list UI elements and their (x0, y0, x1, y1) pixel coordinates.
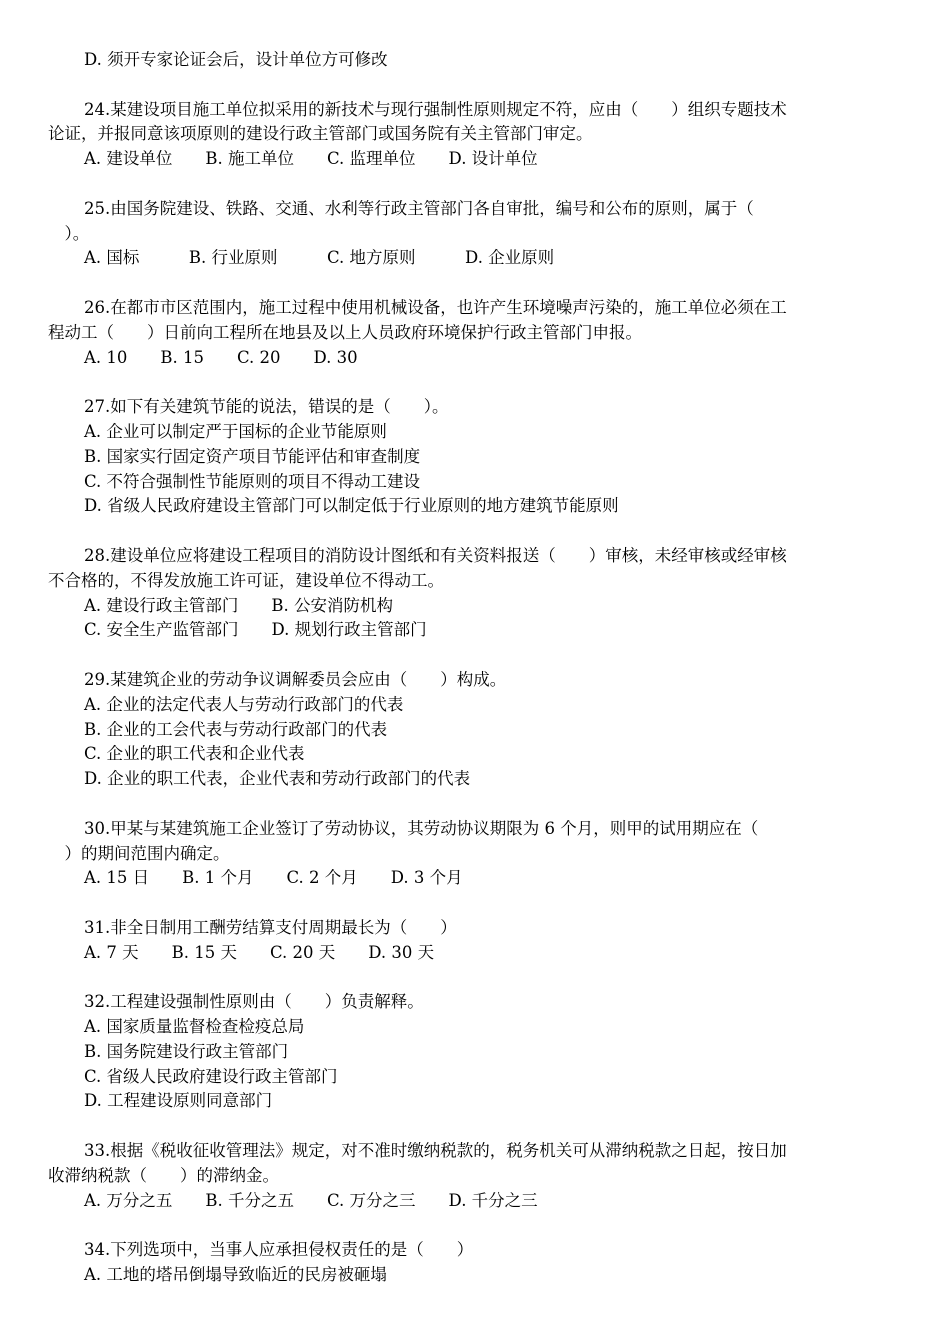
answer-option: D. 工程建设原则同意部门 (84, 1091, 273, 1111)
answer-option: B. 国务院建设行政主管部门 (84, 1041, 289, 1061)
answer-option: A. 企业的法定代表人与劳动行政部门的代表 (84, 694, 404, 714)
answer-option: C. 安全生产监管部门 D. 规划行政主管部门 (84, 620, 427, 640)
answer-option: C. 省级人民政府建设行政主管部门 (84, 1066, 338, 1086)
question-block (48, 197, 908, 271)
answer-option: A. 万分之五 B. 千分之五 C. 万分之三 D. 千分之三 (84, 1190, 538, 1210)
document-body (48, 48, 908, 1288)
question-stem: 27.如下有关建筑节能的说法，错误的是（ ）。 (84, 397, 449, 417)
question-continuation: 程动工（ ）日前向工程所在地县及以上人员政府环境保护行政主管部门申报。 (48, 322, 642, 342)
question-block (48, 1139, 908, 1213)
answer-option: A. 国家质量监督检查检疫总局 (84, 1017, 305, 1037)
question-block (48, 668, 908, 792)
question-continuation: 收滞纳税款（ ）的滞纳金。 (48, 1165, 279, 1185)
question-stem: 30.甲某与某建筑施工企业签订了劳动协议，其劳动协议期限为 6 个月，则甲的试用期应在（ (84, 818, 759, 838)
question-stem: 28.建设单位应将建设工程项目的消防设计图纸和有关资料报送（ ）审核，未经审核或经审核 (84, 545, 787, 565)
answer-option: A. 建设单位 B. 施工单位 C. 监理单位 D. 设计单位 (84, 149, 538, 169)
answer-option: A. 建设行政主管部门 B. 公安消防机构 (84, 595, 394, 615)
answer-option: A. 工地的塔吊倒塌导致临近的民房被砸塌 (84, 1265, 387, 1285)
answer-option: B. 企业的工会代表与劳动行政部门的代表 (84, 719, 388, 739)
question-block (48, 1238, 908, 1288)
question-continuation: ）。 (48, 223, 90, 243)
question-block (48, 817, 908, 891)
question-stem: 26.在都市市区范围内，施工过程中使用机械设备，也许产生环境噪声污染的，施工单位必须在工 (84, 297, 787, 317)
question-continuation: 不合格的，不得发放施工许可证，建设单位不得动工。 (48, 570, 444, 590)
answer-option: A. 7 天 B. 15 天 C. 20 天 D. 30 天 (84, 942, 435, 962)
question-continuation: 论证，并报同意该项原则的建设行政主管部门或国务院有关主管部门审定。 (48, 124, 593, 144)
question-block (48, 544, 908, 643)
question-stem: 25.由国务院建设、铁路、交通、水利等行政主管部门各自审批，编号和公布的原则，属于（ (84, 198, 754, 218)
question-block (48, 990, 908, 1114)
answer-option: A. 10 B. 15 C. 20 D. 30 (84, 347, 358, 367)
answer-option: A. 15 日 B. 1 个月 C. 2 个月 D. 3 个月 (84, 868, 463, 888)
question-block (48, 296, 908, 370)
question-stem: 31.非全日制用工酬劳结算支付周期最长为（ ） (84, 917, 457, 937)
question-stem: 32.工程建设强制性原则由（ ）负责解释。 (84, 992, 424, 1012)
question-stem: 34.下列选项中，当事人应承担侵权责任的是（ ） (84, 1240, 474, 1260)
answer-option: D. 企业的职工代表，企业代表和劳动行政部门的代表 (84, 769, 471, 789)
question-block (48, 98, 908, 172)
question-continuation: ）的期间范围内确定。 (48, 843, 230, 863)
question-stem: 33.根据《税收征收管理法》规定，对不准时缴纳税款的，税务机关可从滞纳税款之日起，按日加 (84, 1141, 787, 1161)
question-stem: 29.某建筑企业的劳动争议调解委员会应由（ ）构成。 (84, 669, 507, 689)
question-block (48, 48, 908, 73)
question-block (48, 916, 908, 966)
question-block (48, 395, 908, 519)
question-stem: 24.某建设项目施工单位拟采用的新技术与现行强制性原则规定不符，应由（ ）组织专题技术 (84, 99, 787, 119)
answer-option: D. 须开专家论证会后，设计单位方可修改 (84, 50, 388, 69)
answer-option: C. 企业的职工代表和企业代表 (84, 744, 305, 764)
answer-option: A. 国标 B. 行业原则 C. 地方原则 D. 企业原则 (84, 248, 555, 268)
answer-option: B. 国家实行固定资产项目节能评估和审查制度 (84, 446, 421, 466)
answer-option: D. 省级人民政府建设主管部门可以制定低于行业原则的地方建筑节能原则 (84, 496, 619, 516)
answer-option: A. 企业可以制定严于国标的企业节能原则 (84, 421, 387, 441)
answer-option: C. 不符合强制性节能原则的项目不得动工建设 (84, 471, 421, 491)
